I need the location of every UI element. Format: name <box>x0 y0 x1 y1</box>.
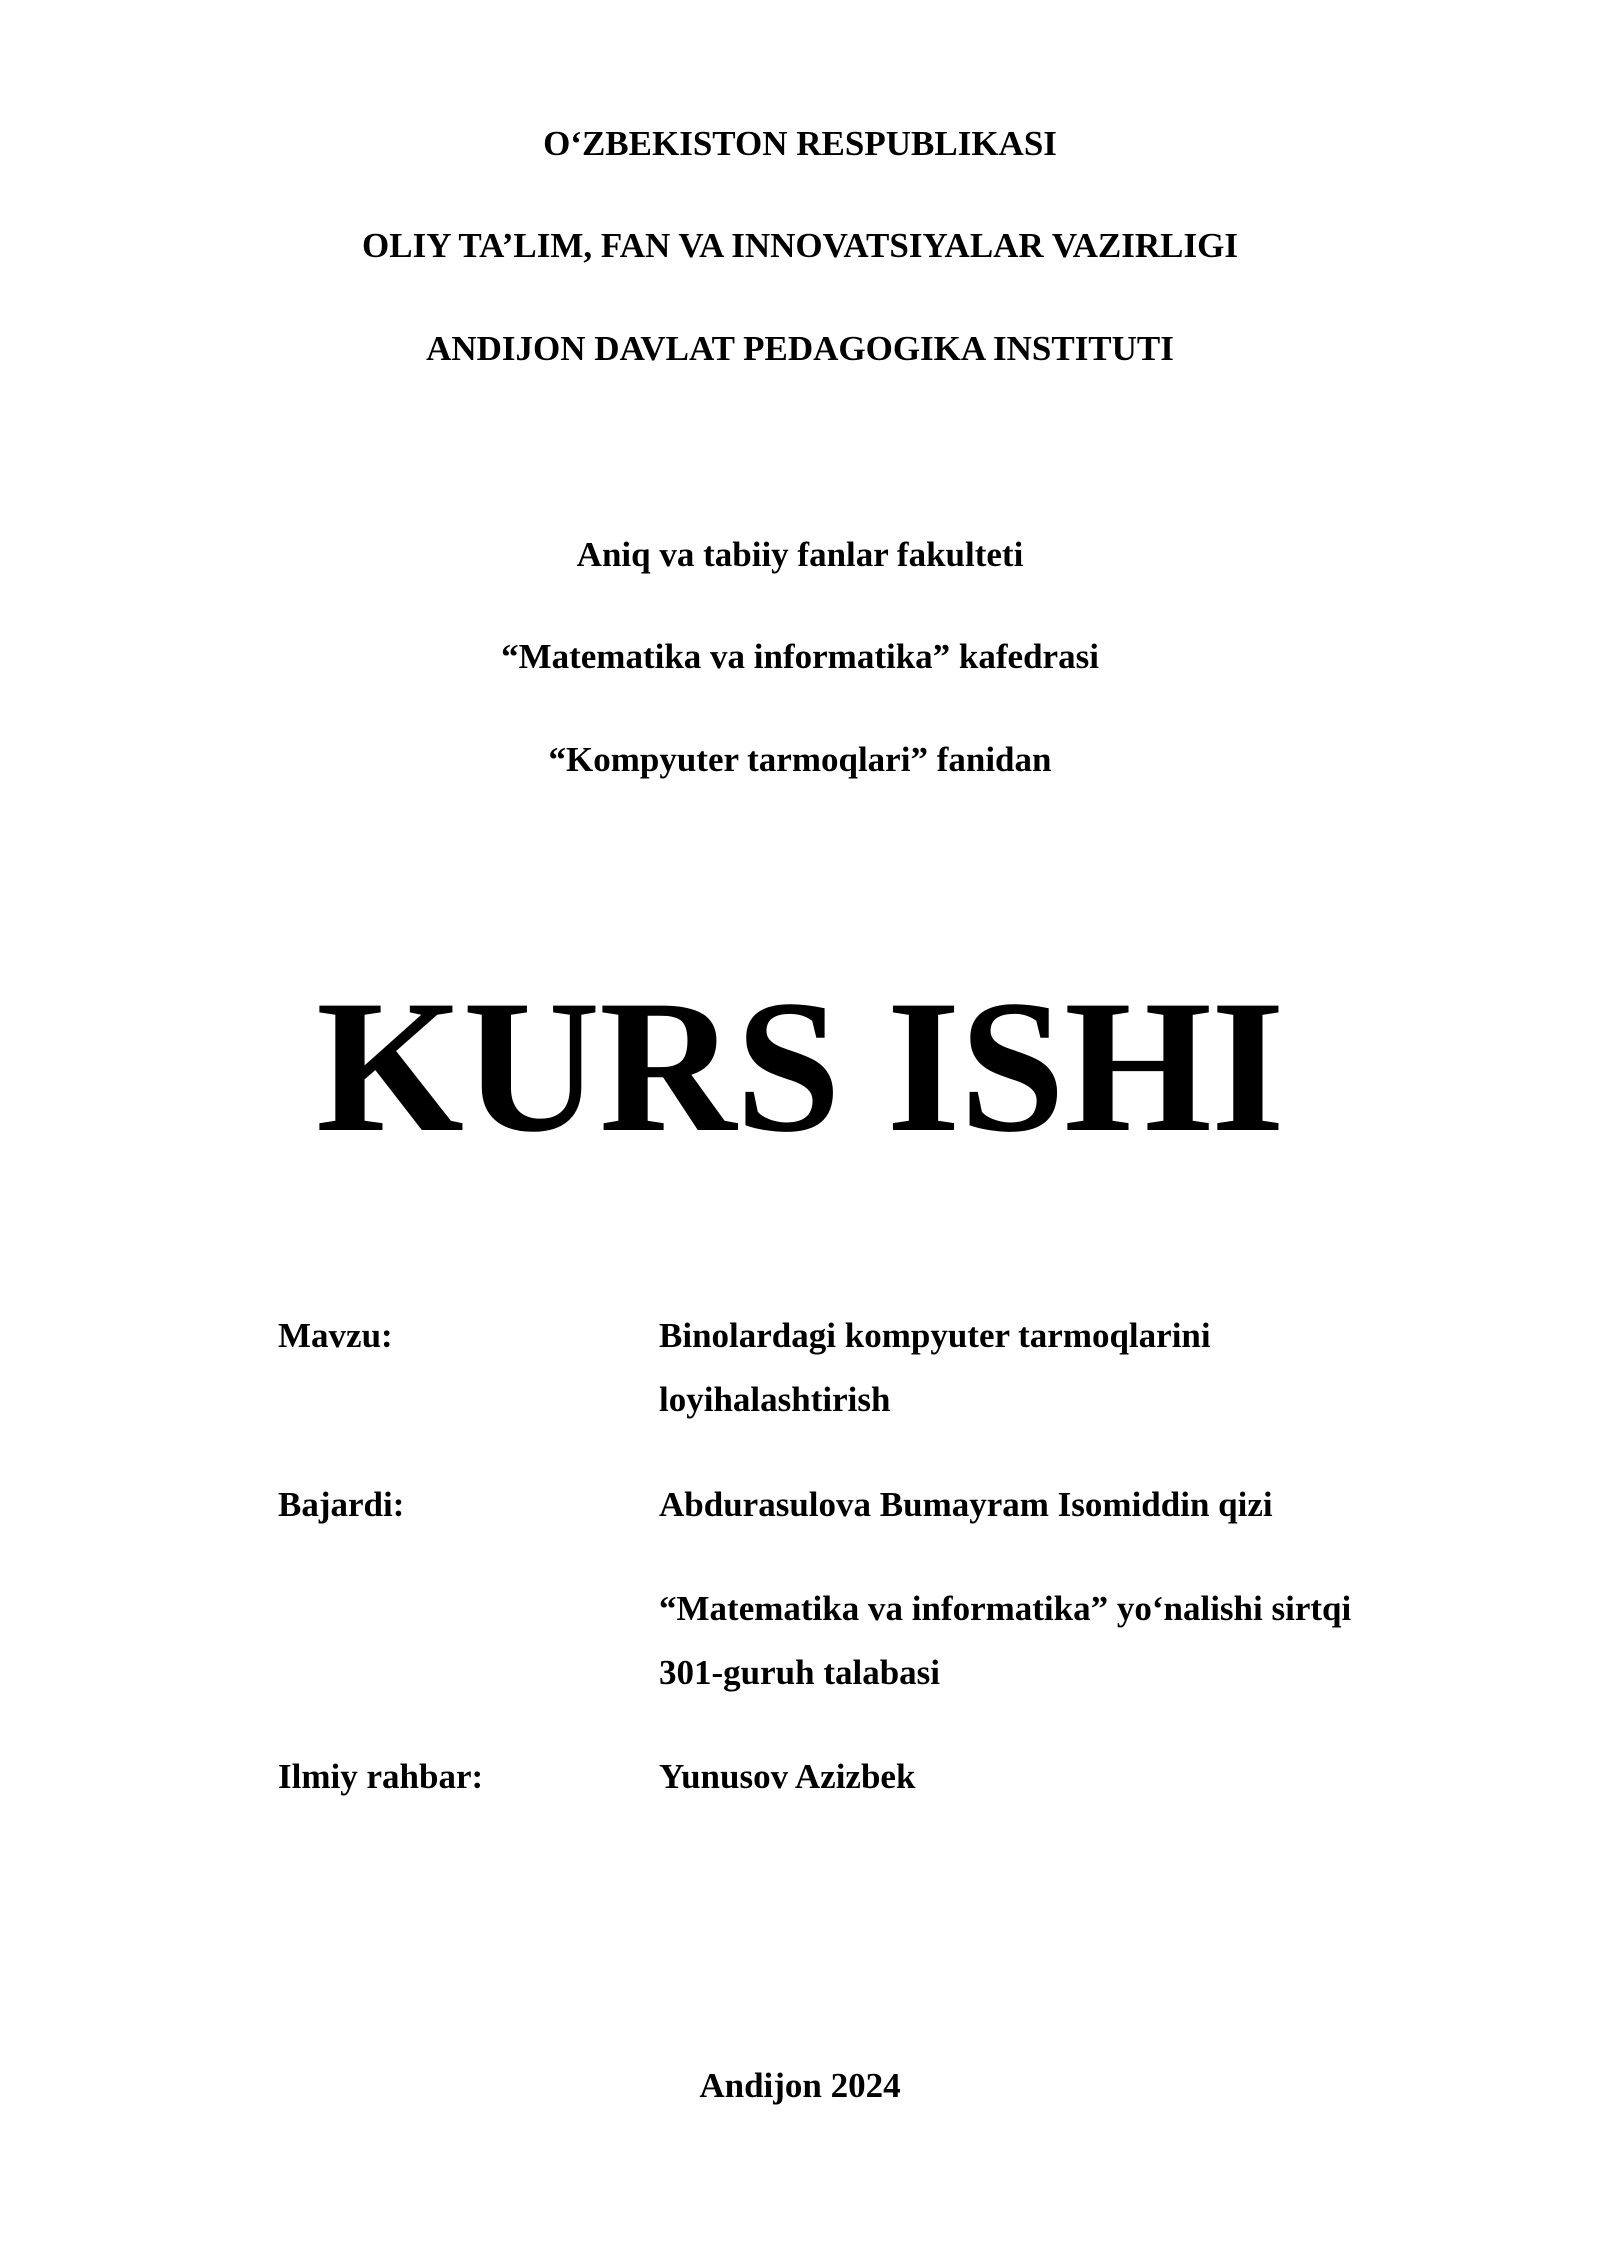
document-title: KURS ISHI <box>316 962 1284 1172</box>
institute-heading: ANDIJON DAVLAT PEDAGOGIKA INSTITUTI <box>426 329 1174 368</box>
performer-group: 301-guruh talabasi <box>659 1653 941 1692</box>
supervisor-label: Ilmiy rahbar: <box>278 1757 484 1796</box>
performer-label: Bajardi: <box>278 1485 405 1524</box>
topic-value-line1: Binolardagi kompyuter tarmoqlarini <box>659 1316 1211 1355</box>
performer-name: Abdurasulova Bumayram Isomiddin qizi <box>659 1485 1273 1524</box>
supervisor-name: Yunusov Azizbek <box>659 1757 916 1796</box>
country-heading: O‘ZBEKISTON RESPUBLIKASI <box>543 124 1057 163</box>
topic-label: Mavzu: <box>278 1316 393 1355</box>
performer-direction: “Matematika va informatika” yo‘nalishi sirtqi <box>659 1589 1352 1628</box>
ministry-heading: OLIY TA’LIM, FAN VA INNOVATSIYALAR VAZIRLIGI <box>362 226 1238 265</box>
place-year: Andijon 2024 <box>699 2066 901 2105</box>
subject-line: “Kompyuter tarmoqlari” fanidan <box>548 740 1052 779</box>
chair-line: “Matematika va informatika” kafedrasi <box>501 637 1099 676</box>
faculty-line: Aniq va tabiiy fanlar fakulteti <box>576 535 1024 574</box>
topic-value-line2: loyihalashtirish <box>659 1380 891 1419</box>
